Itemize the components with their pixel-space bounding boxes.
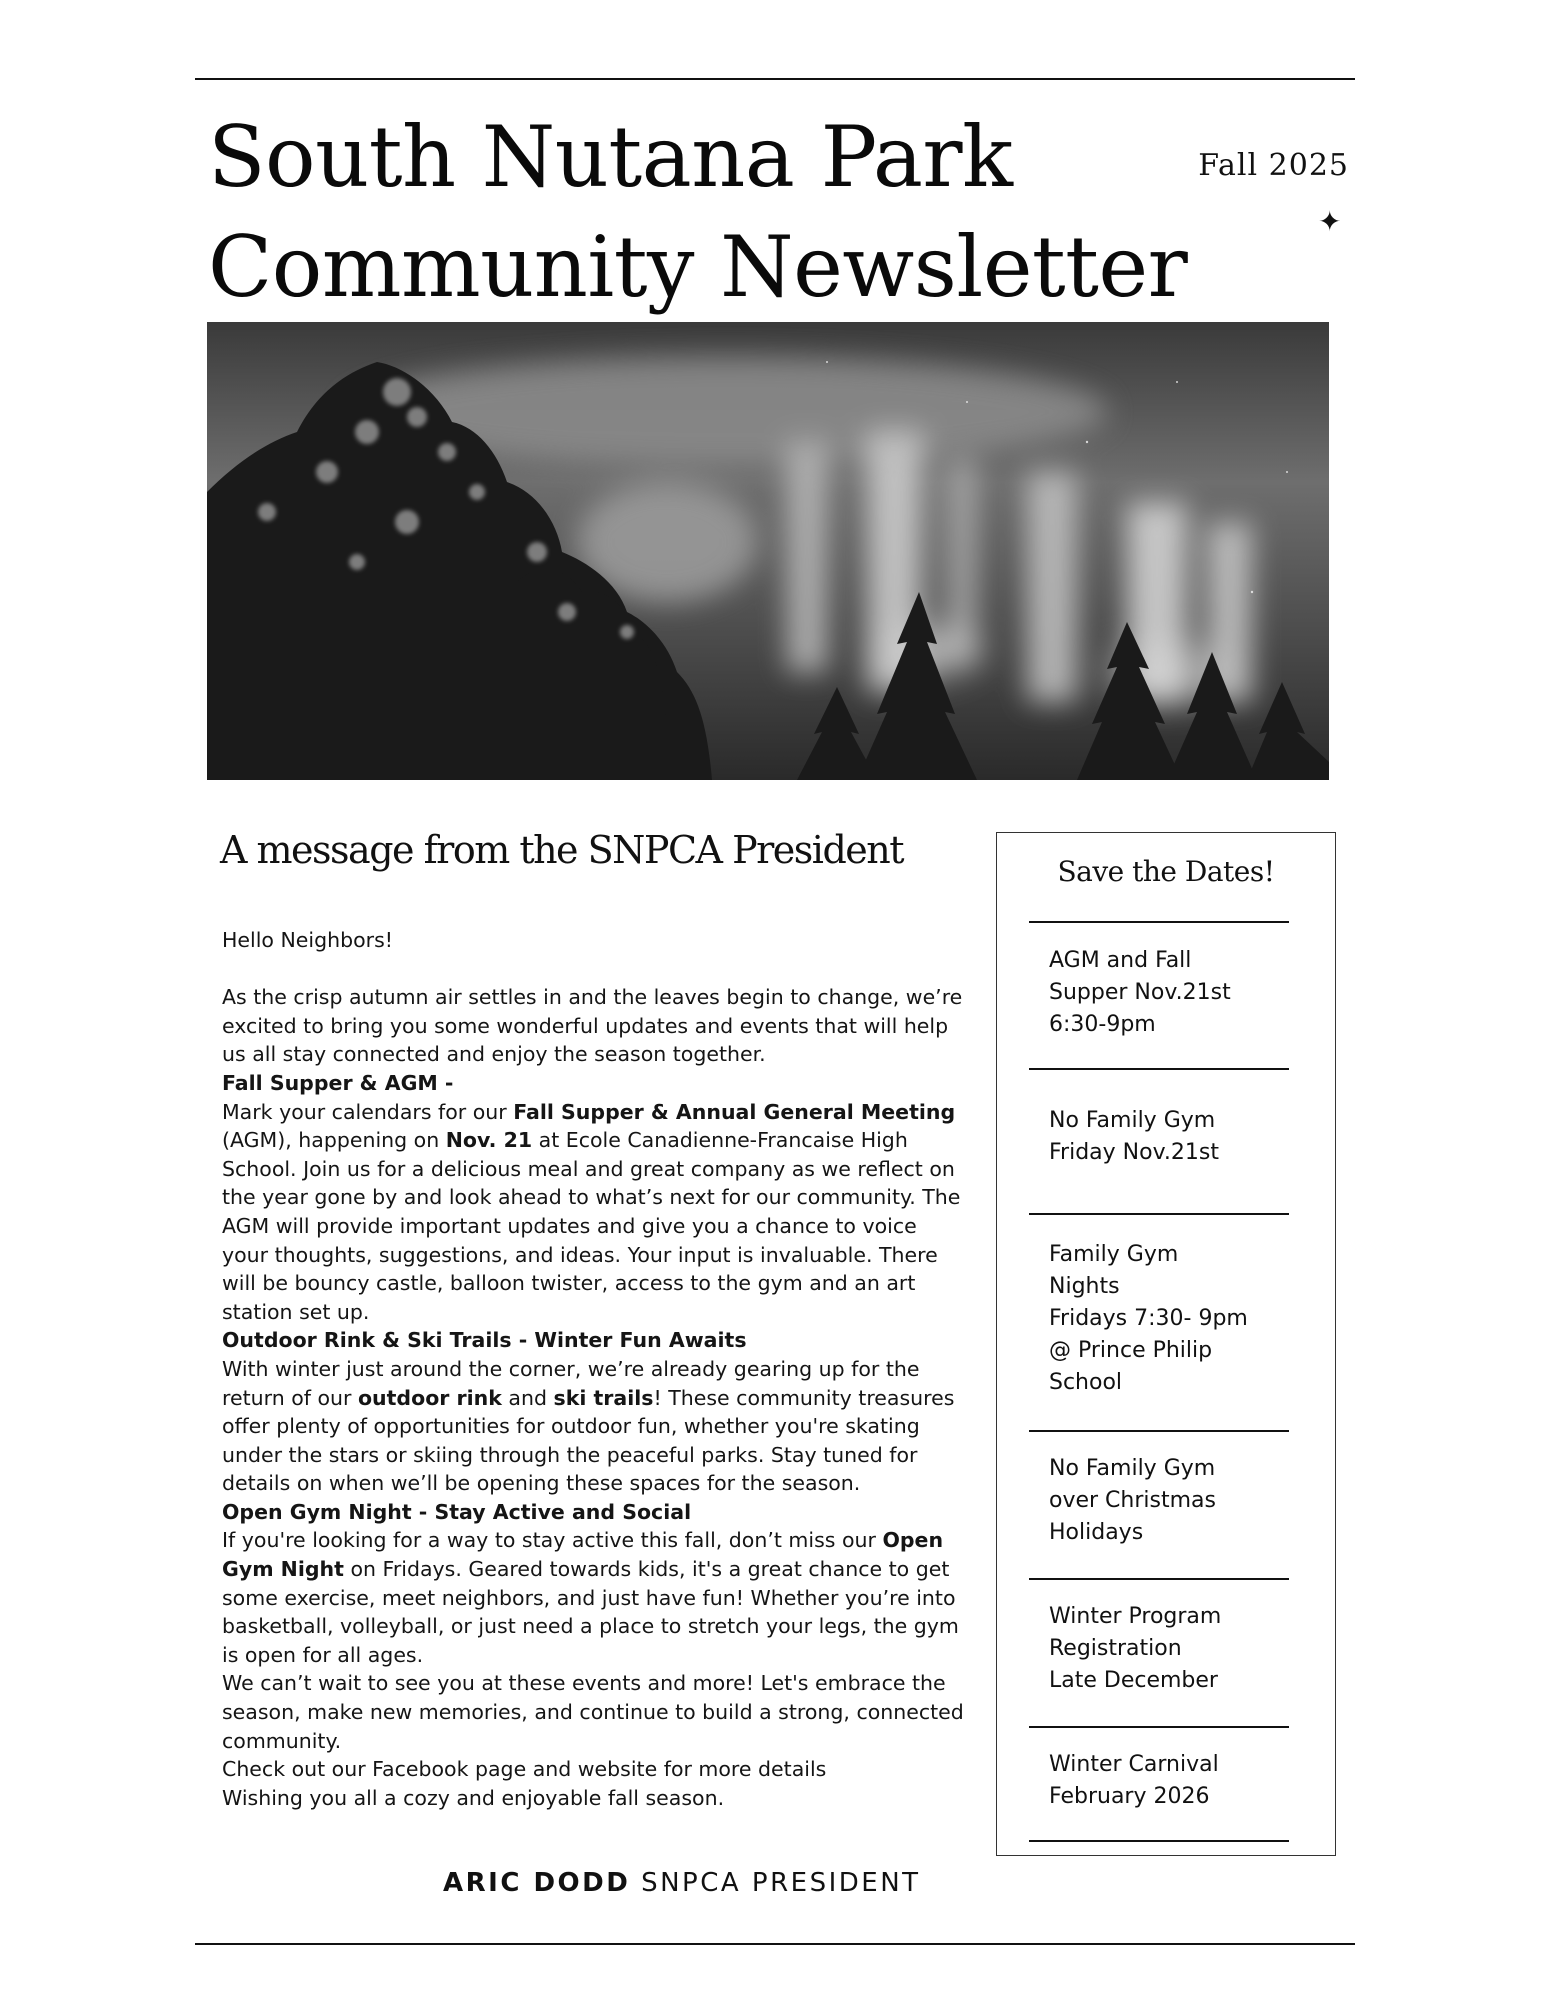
title-line-1: South Nutana Park [208, 108, 1013, 206]
date-item-no-gym-nov: No Family Gym Friday Nov.21st [1049, 1108, 1219, 1165]
facebook-note: Check out our Facebook page and website for more details [222, 1757, 827, 1782]
divider [1029, 1578, 1289, 1580]
northern-lights-photo [207, 322, 1329, 780]
northern-lights-trees-image [207, 322, 1329, 780]
divider [1029, 1213, 1289, 1215]
edition-label: Fall 2025 [1198, 148, 1349, 183]
fall-supper-paragraph: Mark your calendars for our Fall Supper & Annual General Meeting (AGM), happening on Nov. 21 at Ecole Canadienne-Francaise High School. Join us for a delicious meal and great company as we reflect on the year gone by and look ahead to what’s next for our community. The AGM will provide important updates and give you a chance to voice your thoughts, suggestions, and ideas. Your input is invaluable. There will be bouncy castle, balloon twister, access to the gym and an art station set up. [222, 1099, 961, 1324]
section-heading-fall-supper: Fall Supper & AGM - [222, 1070, 454, 1095]
signature-role: SNPCA PRESIDENT [630, 1868, 921, 1898]
date-item-winter-carnival: Winter Carnival February 2026 [1049, 1752, 1219, 1809]
intro-paragraph: As the crisp autumn air settles in and the leaves begin to change, we’re excited to bring you some wonderful updates and events that will help us all stay connected and enjoy the season together. [222, 985, 963, 1067]
open-gym-paragraph: If you're looking for a way to stay active this fall, don’t miss our Open Gym Night on Fridays. Geared towards kids, it's a great chance to get some exercise, meet neighbors, and just have fun! Whether you’re into basketball, volleyball, or just need a place to stretch your legs, the gym is open for all ages. [222, 1528, 959, 1667]
divider [1029, 1068, 1289, 1070]
divider [1029, 1840, 1289, 1842]
sparkle-icon: ✦ [1318, 205, 1342, 238]
greeting: Hello Neighbors! [222, 928, 394, 952]
date-item-no-gym-christmas: No Family Gym over Christmas Holidays [1049, 1456, 1216, 1545]
date-item-agm: AGM and Fall Supper Nov.21st 6:30-9pm [1049, 948, 1231, 1037]
president-signature [443, 1868, 921, 1898]
bottom-rule [195, 1943, 1355, 1945]
closing-paragraph: We can’t wait to see you at these events and more! Let's embrace the season, make new memories, and continue to build a strong, connected community. [222, 1671, 964, 1753]
top-rule [195, 78, 1355, 80]
outdoor-rink-paragraph: With winter just around the corner, we’re already gearing up for the return of our outdoor rink and ski trails! These community treasures offer plenty of opportunities for outdoor fun, whether you're skating under the stars or skiing through the peaceful parks. Stay tuned for details on when we’ll be opening these spaces for the season. [222, 1356, 955, 1496]
divider [1029, 1726, 1289, 1728]
title-line-2: Community Newsletter [208, 218, 1188, 316]
date-item-family-gym: Family Gym Nights Fridays 7:30- 9pm @ Prince Philip School [1049, 1242, 1248, 1395]
divider [1029, 921, 1289, 923]
newsletter-title [208, 102, 1187, 322]
date-item-winter-registration: Winter Program Registration Late December [1049, 1604, 1222, 1693]
closing-wish: Wishing you all a cozy and enjoyable fall season. [222, 1785, 725, 1810]
divider [1029, 1430, 1289, 1432]
paragraph-gap [222, 955, 967, 984]
save-the-dates-box [996, 832, 1336, 1856]
president-message-body [222, 926, 967, 1812]
section-heading-open-gym: Open Gym Night - Stay Active and Social [222, 1499, 692, 1524]
message-title: A message from the SNPCA President [220, 828, 904, 872]
save-the-dates-title: Save the Dates! [1057, 855, 1275, 888]
signature-name: ARIC DODD [443, 1868, 631, 1898]
section-heading-outdoor-rink: Outdoor Rink & Ski Trails - Winter Fun Awaits [222, 1328, 747, 1353]
